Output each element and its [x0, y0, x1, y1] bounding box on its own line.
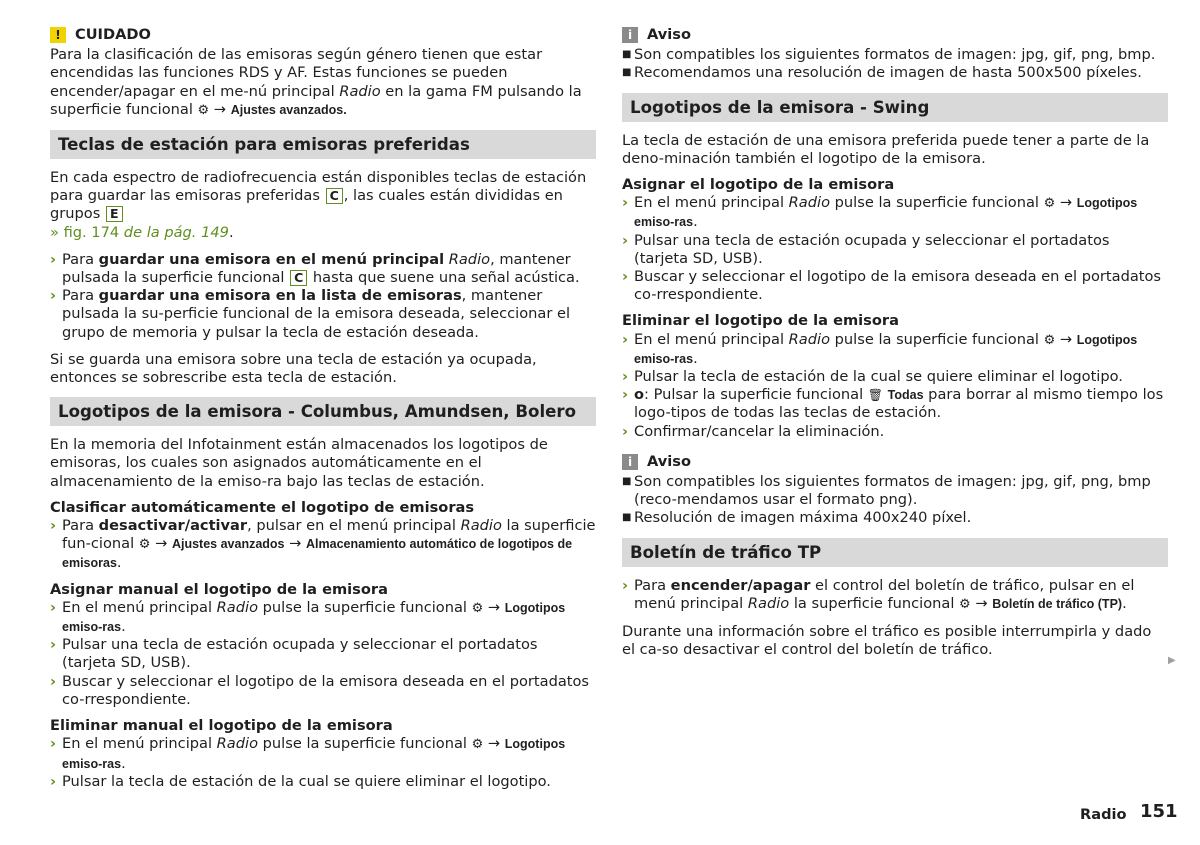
section-heading: Logotipos de la emisora - Columbus, Amundsen, Bolero	[50, 397, 596, 426]
step-arrow-icon: ›	[622, 231, 629, 249]
bullet-item: ■ Son compatibles los siguientes formatos de imagen: jpg, gif, png, bmp (reco-mendamos usar el formato png).	[622, 473, 1151, 509]
footer-section-name: Radio	[1080, 806, 1127, 823]
step-item: › Para guardar una emisora en el menú principal Radio, mantener pulsada la superficie funcional C hasta que suene una señal acústica.	[50, 250, 580, 287]
section-heading: Logotipos de la emisora - Swing	[622, 93, 1168, 122]
settings-gear-icon: ⚙	[471, 737, 484, 753]
step-arrow-icon: ›	[50, 636, 57, 654]
ui-label: Logotipos emiso-ras	[62, 737, 566, 771]
right-column	[622, 26, 1168, 659]
settings-gear-icon: ⚙	[197, 102, 210, 118]
paragraph: La tecla de estación de una emisora preferida puede tener a parte de la deno-minación también el logotipo de la emisora.	[622, 131, 1150, 167]
step-arrow-icon: ›	[50, 250, 57, 268]
step-arrow-icon: ›	[622, 194, 629, 212]
info-icon: i	[622, 454, 638, 470]
step-item: › Buscar y seleccionar el logotipo de la emisora deseada en el portadatos co-rrespondiente.	[50, 672, 590, 708]
caution-notice	[50, 26, 596, 120]
step-item: › Confirmar/cancelar la eliminación.	[622, 422, 885, 440]
subheading: Asignar el logotipo de la emisora	[622, 176, 895, 194]
figure-reference[interactable]: » fig. 174	[50, 223, 120, 241]
settings-gear-icon: ⚙	[471, 600, 484, 616]
step-arrow-icon: ›	[622, 422, 629, 440]
ui-label: Ajustes avanzados	[171, 537, 285, 552]
key-c: C	[290, 270, 307, 286]
left-column	[50, 26, 596, 791]
info-notice	[622, 453, 1168, 528]
page-reference[interactable]: de la pág. 149	[119, 223, 229, 241]
step-item: › o: Pulsar la superficie funcional 🗑 Todas para borrar al mismo tiempo los logo-tipos de todas las teclas de estación.	[622, 386, 1164, 422]
subheading: Asignar manual el logotipo de la emisora	[50, 580, 388, 598]
caution-title: CUIDADO	[75, 26, 151, 43]
paragraph: Si se guarda una emisora sobre una tecla de estación ya ocupada, entonces se sobrescribe esta tecla de estación.	[50, 350, 537, 387]
step-item: › Para guardar una emisora en la lista de emisoras, mantener pulsada la su-perficie funcional de la emisora deseada, seleccionar el grupo de memoria y pulsar la tecla de estación deseada.	[50, 287, 571, 341]
notice-title: Aviso	[647, 452, 692, 470]
step-arrow-icon: ›	[50, 735, 57, 753]
bullet-item: ■ Resolución de imagen máxima 400x240 píxel.	[622, 509, 972, 527]
warning-icon: !	[50, 27, 66, 43]
step-arrow-icon: ›	[50, 598, 57, 616]
step-arrow-icon: ›	[622, 368, 629, 386]
step-item: › En el menú principal Radio pulse la superficie funcional ⚙ → Logotipos emiso-ras.	[50, 735, 566, 772]
step-arrow-icon: ›	[50, 517, 57, 535]
subheading: Clasificar automáticamente el logotipo de emisoras	[50, 498, 475, 516]
paragraph: En la memoria del Infotainment están almacenados los logotipos de emisoras, los cuales son asignados automáticamente en el almacenamiento de la emiso-ra bajo las teclas de estación.	[50, 436, 548, 490]
key-e: E	[106, 206, 123, 222]
bullet-item: ■ Recomendamos una resolución de imagen de hasta 500x500 píxeles.	[622, 64, 1142, 82]
ui-label: Ajustes avanzados.	[230, 102, 347, 117]
subheading: Eliminar el logotipo de la emisora	[622, 312, 899, 330]
bullet-item: ■ Son compatibles los siguientes formatos de imagen: jpg, gif, png, bmp.	[622, 46, 1156, 64]
subheading: Eliminar manual el logotipo de la emisora	[50, 717, 393, 735]
step-item: › Pulsar una tecla de estación ocupada y seleccionar el portadatos (tarjeta SD, USB).	[622, 231, 1110, 267]
step-arrow-icon: ›	[622, 386, 629, 404]
settings-gear-icon: ⚙	[959, 596, 971, 612]
ui-label: Logotipos emiso-ras	[62, 600, 566, 635]
step-item: › Para desactivar/activar, pulsar en el menú principal Radio la superficie fun-cional ⚙ → Ajustes avanzados → Almacenamiento automático de logotipos de emisoras.	[50, 517, 596, 572]
step-arrow-icon: ›	[50, 287, 57, 305]
trash-icon: 🗑	[867, 388, 884, 403]
ui-label: Logotipos emiso-ras	[634, 196, 1138, 230]
ui-label: Todas	[887, 388, 924, 403]
step-arrow-icon: ›	[622, 268, 629, 286]
step-item: › En el menú principal Radio pulse la superficie funcional ⚙ → Logotipos emiso-ras.	[622, 330, 1138, 367]
caution-text: Para la clasificación de las emisoras según género tienen que estar encendidas las funciones RDS y AF. Estas funciones se pueden encender/apagar en el me-nú principal Radio en la gama FM pulsando la superficie funcional ⚙ → Ajustes avanzados.	[50, 46, 582, 118]
bullet-icon: ■	[622, 67, 632, 79]
settings-gear-icon: ⚙	[1043, 196, 1056, 212]
step-arrow-icon: ›	[50, 672, 57, 690]
ui-label: Logotipos emiso-ras	[634, 332, 1138, 366]
page-number: 151	[1140, 801, 1178, 822]
step-item: › En el menú principal Radio pulse la superficie funcional ⚙ → Logotipos emiso-ras.	[50, 598, 566, 636]
info-icon: i	[622, 27, 638, 43]
settings-gear-icon: ⚙	[1043, 332, 1056, 348]
settings-gear-icon: ⚙	[138, 537, 151, 553]
key-c: C	[326, 188, 343, 204]
step-item: › Pulsar la tecla de estación de la cual se quiere eliminar el logotipo.	[622, 368, 1123, 386]
continue-arrow-icon: ▶	[1168, 655, 1176, 666]
step-item: › Pulsar la tecla de estación de la cual se quiere eliminar el logotipo.	[50, 772, 551, 790]
ui-label: Almacenamiento automático de logotipos de emisoras	[62, 537, 573, 571]
step-arrow-icon: ›	[50, 772, 57, 790]
step-item: › Pulsar una tecla de estación ocupada y seleccionar el portadatos (tarjeta SD, USB).	[50, 636, 538, 672]
paragraph: En cada espectro de radiofrecuencia están disponibles teclas de estación para guardar las emisoras preferidas C , las cuales están divididas en grupos E » fig. 174 de la pág. 149.	[50, 169, 587, 241]
step-item: › Para encender/apagar el control del boletín de tráfico, pulsar en el menú principal Radio la superficie funcional ⚙ → Boletín de tráfico (TP).	[622, 577, 1168, 614]
notice-title: Aviso	[647, 26, 692, 43]
paragraph: Durante una información sobre el tráfico es posible interrumpirla y dado el ca-so desactivar el control del boletín de tráfico.	[622, 623, 1152, 659]
ui-label: Boletín de tráfico (TP)	[992, 596, 1123, 611]
step-arrow-icon: ›	[622, 576, 629, 594]
step-item: › Buscar y seleccionar el logotipo de la emisora deseada en el portadatos co-rrespondiente.	[622, 268, 1162, 304]
section-heading: Teclas de estación para emisoras preferidas	[50, 130, 596, 159]
bullet-icon: ■	[622, 476, 632, 488]
bullet-icon: ■	[622, 49, 632, 61]
section-heading: Boletín de tráfico TP	[622, 538, 1168, 567]
bullet-icon: ■	[622, 512, 632, 524]
step-arrow-icon: ›	[622, 330, 629, 348]
step-item: › En el menú principal Radio pulse la superficie funcional ⚙ → Logotipos emiso-ras.	[622, 194, 1138, 231]
info-notice	[622, 26, 1168, 83]
